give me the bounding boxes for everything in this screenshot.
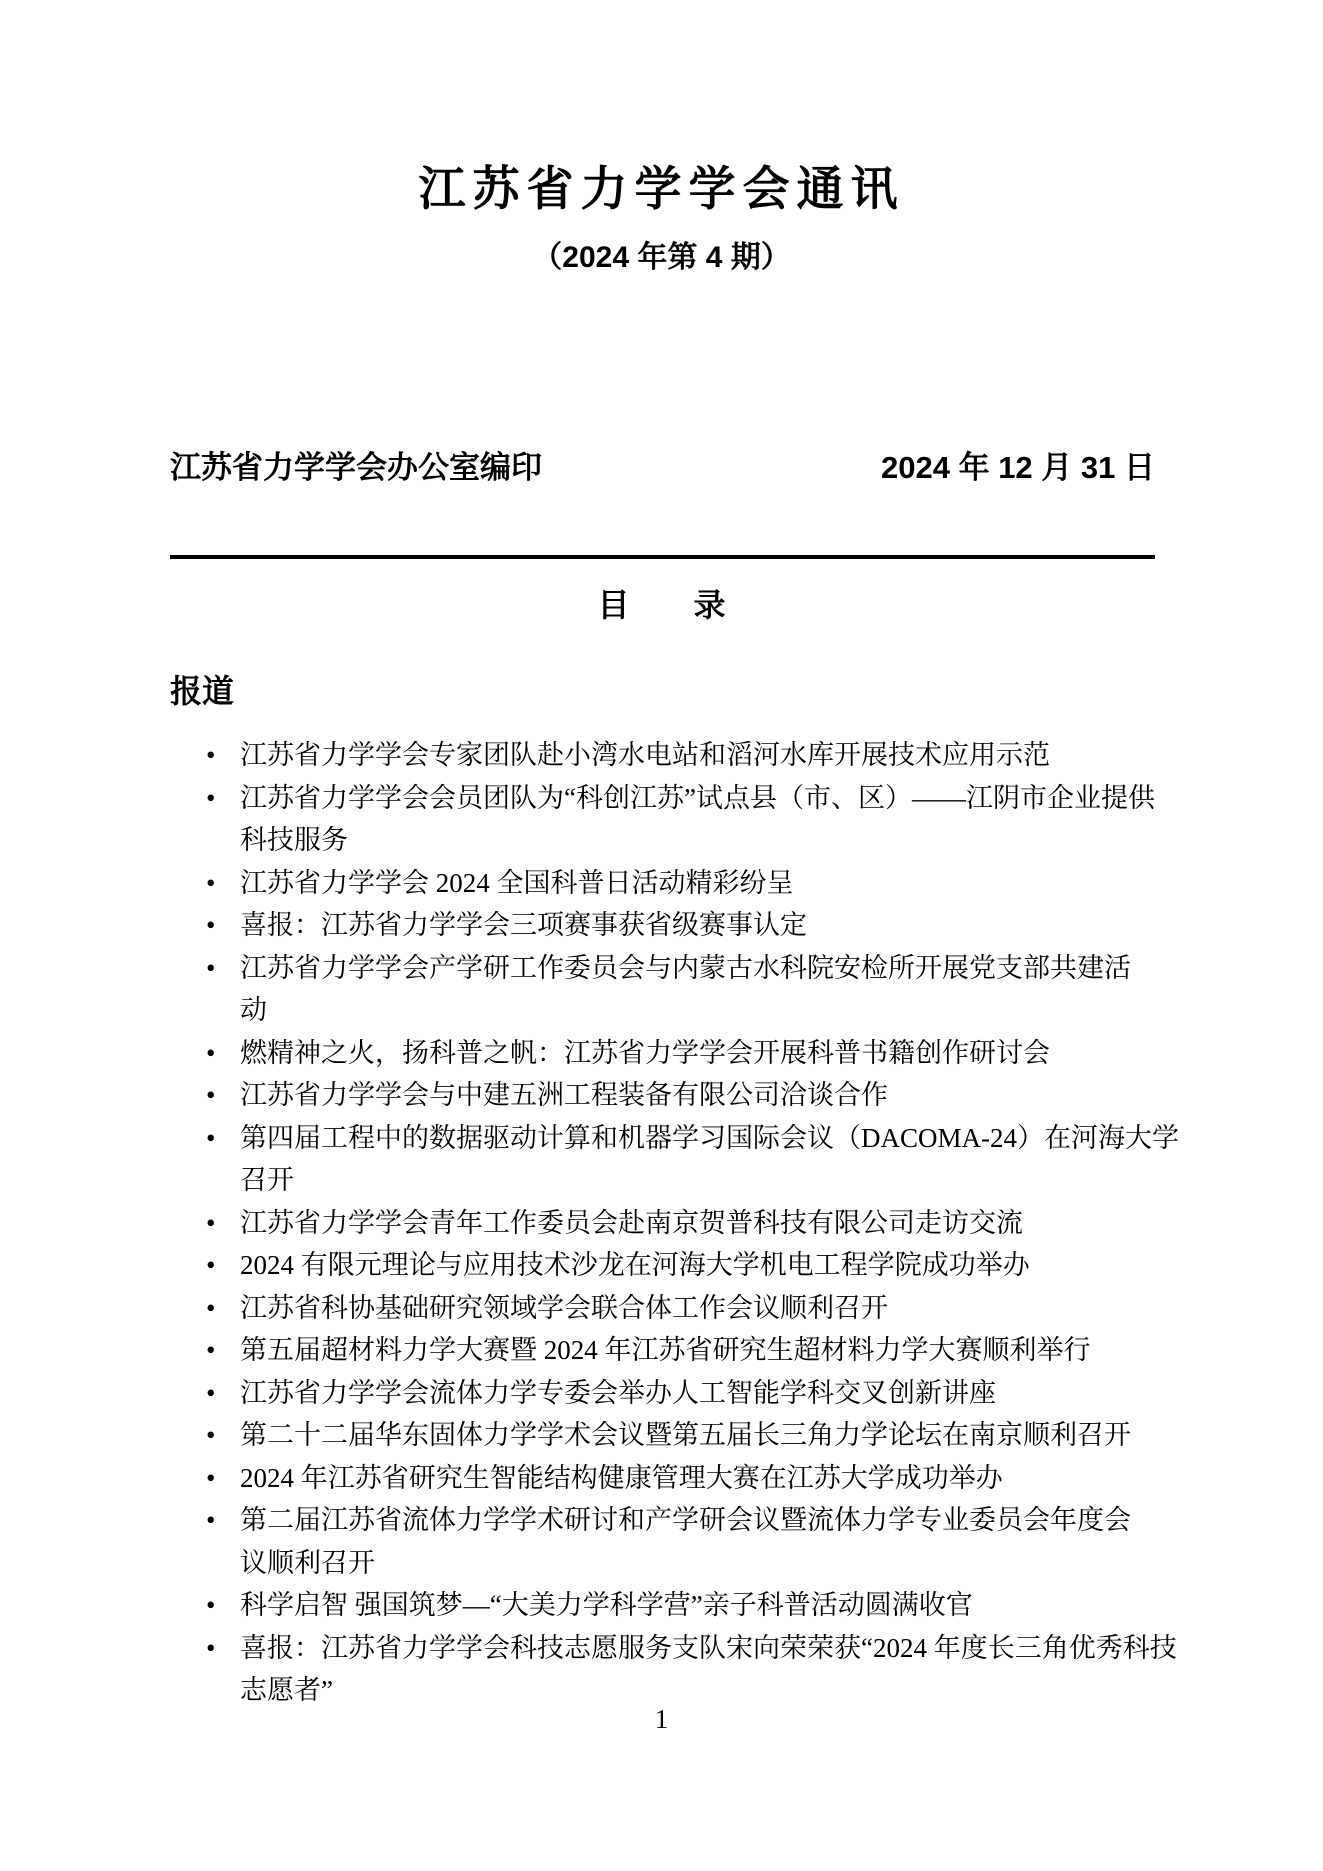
list-item <box>170 1074 1180 1117</box>
list-item-text: 喜报：江苏省力学学会三项赛事获省级赛事认定 <box>240 910 807 940</box>
publish-date: 2024 年 12 月 31 日 <box>881 450 1155 485</box>
list-item <box>170 1244 1180 1287</box>
list-item-text: 第四届工程中的数据驱动计算和机器学习国际会议（DACOMA-24）在河海大学 召开 <box>240 1122 1180 1195</box>
toc-list <box>170 734 1180 1712</box>
bullet-icon: • <box>206 782 216 813</box>
bullet-icon: • <box>206 1462 216 1493</box>
list-item-text: 第二十二届华东固体力学学术会议暨第五届长三角力学论坛在南京顺利召开 <box>240 1420 1131 1450</box>
list-item-text: 江苏省力学学会会员团队为“科创江苏”试点县（市、区）——江阴市企业提供 科技服务 <box>240 782 1155 855</box>
list-item-text: 燃精神之火，扬科普之帆：江苏省力学学会开展科普书籍创作研讨会 <box>240 1037 1050 1068</box>
bullet-icon: • <box>206 1505 216 1535</box>
divider-rule <box>170 555 1155 559</box>
bullet-icon: • <box>206 1037 216 1068</box>
list-item <box>170 777 1180 862</box>
section-heading-reports: 报道 <box>170 673 235 709</box>
bullet-icon: • <box>206 1335 216 1365</box>
list-item <box>170 1414 1180 1457</box>
list-item-text: 喜报：江苏省力学学会科技志愿服务支队宋向荣荣获“2024 年度长三角优秀科技 志愿者” <box>240 1632 1177 1705</box>
bullet-icon: • <box>206 1122 216 1153</box>
list-item <box>170 1202 1180 1245</box>
list-item <box>170 1499 1180 1584</box>
list-item-text: 第二届江苏省流体力学学术研讨和产学研会议暨流体力学专业委员会年度会 议顺利召开 <box>240 1505 1131 1578</box>
bullet-icon: • <box>206 910 216 940</box>
list-item <box>170 1032 1180 1075</box>
list-item <box>170 1584 1180 1627</box>
bullet-icon: • <box>206 1632 216 1663</box>
list-item-text: 科学启智 强国筑梦—“大美力学科学营”亲子科普活动圆满收官 <box>240 1590 973 1620</box>
bullet-icon: • <box>206 1292 216 1323</box>
list-item-text: 2024 年江苏省研究生智能结构健康管理大赛在江苏大学成功举办 <box>240 1462 1003 1493</box>
list-item-text: 第五届超材料力学大赛暨 2024 年江苏省研究生超材料力学大赛顺利举行 <box>240 1335 1091 1365</box>
list-item <box>170 1372 1180 1415</box>
list-item <box>170 947 1180 1032</box>
bullet-icon: • <box>206 1377 216 1408</box>
bullet-icon: • <box>206 867 216 898</box>
list-item <box>170 1627 1180 1712</box>
list-item-text: 江苏省力学学会产学研工作委员会与内蒙古水科院安检所开展党支部共建活 动 <box>240 952 1131 1025</box>
list-item <box>170 862 1180 905</box>
bullet-icon: • <box>206 1420 216 1450</box>
publisher-name: 江苏省力学学会办公室编印 <box>170 450 542 485</box>
bullet-icon: • <box>206 1590 216 1620</box>
publisher-row <box>170 448 1155 488</box>
list-item-text: 江苏省力学学会 2024 全国科普日活动精彩纷呈 <box>240 867 794 898</box>
toc-heading: 目 录 <box>597 587 726 623</box>
list-item <box>170 1329 1180 1372</box>
page-number: 1 <box>654 1704 669 1734</box>
list-item-text: 2024 有限元理论与应用技术沙龙在河海大学机电工程学院成功举办 <box>240 1250 1030 1280</box>
list-item-text: 江苏省力学学会与中建五洲工程装备有限公司洽谈合作 <box>240 1080 888 1110</box>
bullet-icon: • <box>206 952 216 983</box>
list-item <box>170 734 1180 777</box>
list-item <box>170 1287 1180 1330</box>
page-title: 江苏省力学学会通讯 <box>418 162 905 215</box>
issue-subtitle: （2024 年第 4 期） <box>532 241 791 274</box>
list-item-text: 江苏省力学学会专家团队赴小湾水电站和滔河水库开展技术应用示范 <box>240 740 1050 770</box>
list-item <box>170 1117 1180 1202</box>
bullet-icon: • <box>206 1080 216 1110</box>
bullet-icon: • <box>206 740 216 770</box>
list-item <box>170 904 1180 947</box>
bullet-icon: • <box>206 1207 216 1238</box>
list-item-text: 江苏省力学学会流体力学专委会举办人工智能学科交叉创新讲座 <box>240 1377 996 1408</box>
list-item-text: 江苏省力学学会青年工作委员会赴南京贺普科技有限公司走访交流 <box>240 1207 1023 1238</box>
bullet-icon: • <box>206 1250 216 1280</box>
list-item-text: 江苏省科协基础研究领域学会联合体工作会议顺利召开 <box>240 1292 888 1323</box>
list-item <box>170 1457 1180 1500</box>
